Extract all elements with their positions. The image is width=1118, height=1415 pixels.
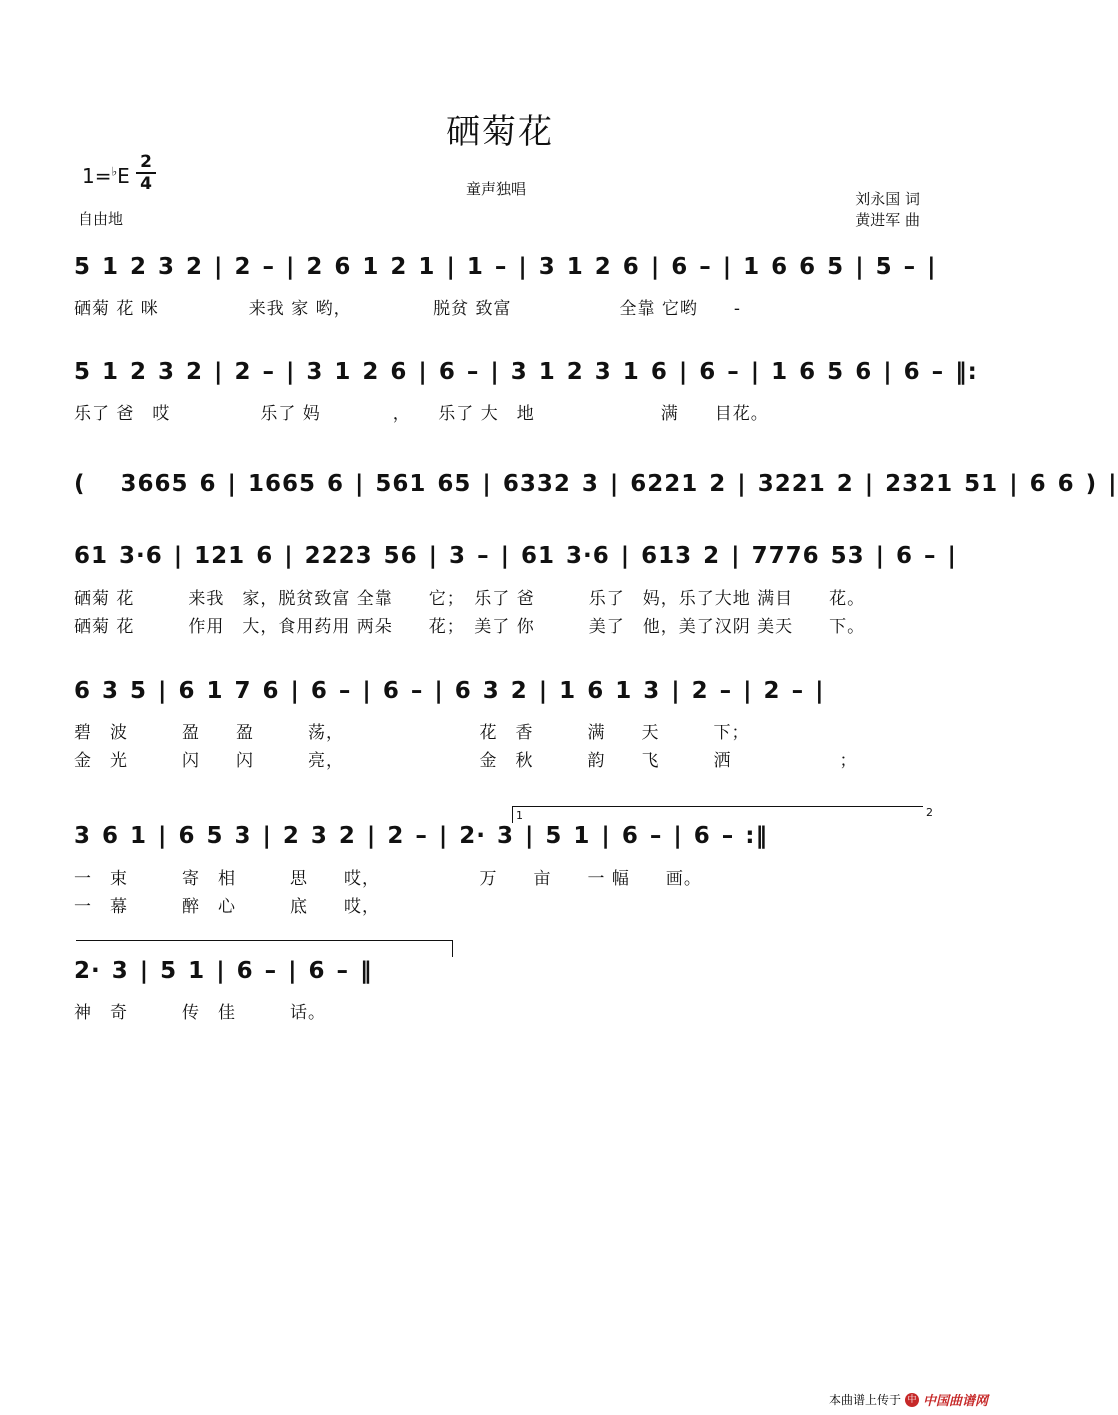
second-ending-bracket [76,940,453,957]
first-ending-number: 1 [516,809,523,822]
staff-row-5: 3 6 1 | 6 5 3 | 2 3 2 | 2 – | 2· 3 | 5 1 | 6 – | 6 – :‖ [74,823,768,849]
staff-row-1: 5 1 2 3 2 | 2 – | 2 6 1 2 1 | 1 – | 3 1 2 6 | 6 – | 1 6 6 5 | 5 – | [74,254,937,280]
time-signature-top: 2 [136,152,156,174]
lyric-row-1: 硒菊 花 咪 来我 家 哟， 脱贫 致富 全靠 它哟 - [74,299,742,319]
footer-watermark [829,1390,988,1409]
staff-row-3: 61 3·6 | 121 6 | 2223 56 | 3 – | 61 3·6 | 613 2 | 7776 53 | 6 – | [74,543,957,569]
staff-row-6: 2· 3 | 5 1 | 6 – | 6 – ‖ [74,958,373,984]
page-title: 硒菊花 [446,112,554,152]
tempo-marking: 自由地 [78,210,124,228]
lyric-row-4-verse-2: 金 光 闪 闪 亮， 金 秋 韵 飞 洒 ； [74,751,858,771]
lyricist-credit: 刘永国 词 [855,190,920,208]
lyric-row-5-verse-2: 一 幕 醉 心 底 哎， [74,897,380,917]
footer-text: 本曲谱上传于 [828,1393,901,1407]
lyric-row-2: 乐了 爸 哎 乐了 妈 ， 乐了 大 地 满 目花。 [74,404,769,424]
flat-symbol: ♭ [111,164,118,179]
lyric-row-3-verse-2: 硒菊 花 作用 大，食用药用 两朵 花； 美了 你 美了 他，美了汉阴 美天 下。 [74,617,866,637]
time-signature-bottom: 4 [140,174,152,194]
site-logo-icon: 中 [905,1393,919,1407]
lyric-row-5-verse-1: 一 束 寄 相 思 哎， 万 亩 一 幅 画。 [74,869,702,889]
staff-row-4: 6 3 5 | 6 1 7 6 | 6 – | 6 – | 6 3 2 | 1 6 1 3 | 2 – | 2 – | [74,678,825,704]
key-prefix: 1= [82,164,112,188]
second-ending-number: 2 [926,806,933,819]
lyric-row-3-verse-1: 硒菊 花 来我 家，脱贫致富 全靠 它； 乐了 爸 乐了 妈，乐了大地 满目 花。 [74,589,866,609]
staff-row-2: 5 1 2 3 2 | 2 – | 3 1 2 6 | 6 – | 3 1 2 3 1 6 | 6 – | 1 6 5 6 | 6 – ‖: [74,359,978,385]
composer-credit: 黄进军 曲 [855,211,920,229]
staff-row-interlude: ( 3665 6 | 1665 6 | 561 65 | 6332 3 | 6221 2 | 3221 2 | 2321 51 | 6 6 ) | [74,471,1118,497]
key-note: E [117,164,130,188]
lyric-row-6: 神 奇 传 佳 话。 [74,1003,326,1023]
time-signature [136,152,156,194]
key-signature [82,164,130,188]
performance-style: 童声独唱 [466,180,527,198]
site-logo-text[interactable]: 中国曲谱网 [922,1394,988,1409]
lyric-row-4-verse-1: 碧 波 盈 盈 荡， 花 香 满 天 下； [74,723,750,743]
first-ending-bracket [512,806,923,823]
